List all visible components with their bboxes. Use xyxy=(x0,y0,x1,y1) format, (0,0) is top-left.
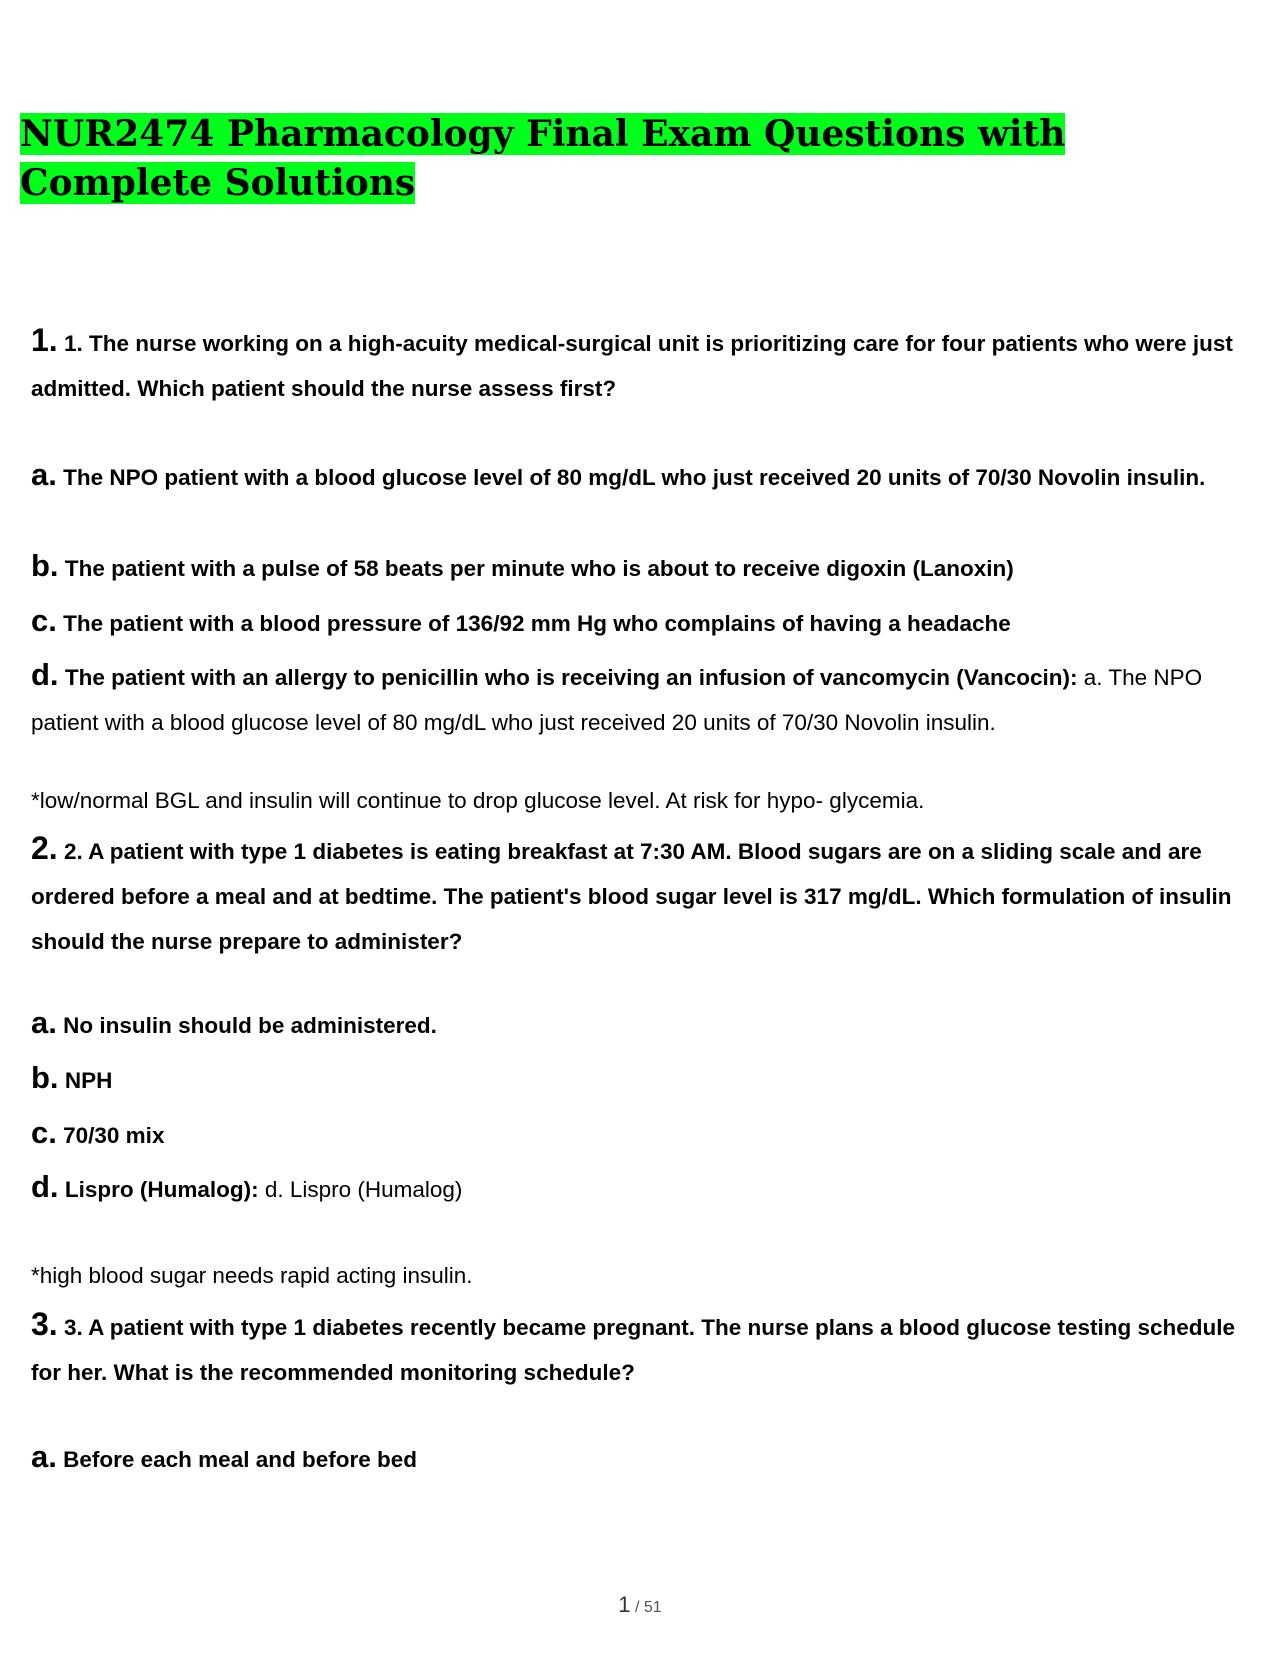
option-text: 70/30 mix xyxy=(63,1123,165,1148)
answer-text: d. Lispro (Humalog) xyxy=(264,1177,463,1202)
question-number: 2. xyxy=(31,830,58,866)
document-title: NUR2474 Pharmacology Final Exam Questions with Complete Solutions xyxy=(20,113,1066,204)
current-page: 1 xyxy=(618,1592,631,1617)
option-1b xyxy=(31,543,1246,591)
option-1d xyxy=(31,652,1246,745)
option-text: No insulin should be administered. xyxy=(63,1013,437,1038)
option-letter: d. xyxy=(31,657,59,692)
question-text: 1. The nurse working on a high-acuity medical-surgical unit is prioritizing care for four patients who were just admitted. Which patient should the nurse assess first? xyxy=(31,331,1233,401)
question-2 xyxy=(31,826,1246,964)
answer-text: a. The NPO patient with a blood glucose level of 80 mg/dL who just received 20 units of 70/30 Novolin insulin. xyxy=(31,665,1203,735)
option-letter: d. xyxy=(31,1169,59,1204)
option-text: NPH xyxy=(64,1068,113,1093)
question-3 xyxy=(31,1302,1246,1395)
option-2b xyxy=(31,1055,1246,1103)
option-2a xyxy=(31,1000,1246,1048)
option-3a xyxy=(31,1434,1246,1482)
option-text: The patient with a blood pressure of 136/92 mm Hg who complains of having a headache xyxy=(63,611,1011,636)
option-2c xyxy=(31,1110,1246,1158)
option-1c xyxy=(31,598,1246,646)
question-text: 3. A patient with type 1 diabetes recently became pregnant. The nurse plans a blood glucose testing schedule for her. What is the recommended monitoring schedule? xyxy=(31,1315,1236,1385)
total-pages: / 51 xyxy=(635,1599,662,1616)
question-1 xyxy=(31,318,1246,411)
option-letter: a. xyxy=(31,457,57,492)
option-letter: a. xyxy=(31,1439,57,1474)
option-text: The patient with a pulse of 58 beats per minute who is about to receive digoxin (Lanoxin) xyxy=(64,556,1014,581)
option-letter: a. xyxy=(31,1005,57,1040)
option-text: Lispro (Humalog): xyxy=(64,1177,259,1202)
option-letter: c. xyxy=(31,603,57,638)
rationale-2: *high blood sugar needs rapid acting insulin. xyxy=(31,1263,473,1288)
option-letter: b. xyxy=(31,1060,59,1095)
question-number: 1. xyxy=(31,322,58,358)
page-indicator xyxy=(0,1592,1280,1618)
question-number: 3. xyxy=(31,1306,58,1342)
option-2d xyxy=(31,1164,1246,1212)
option-text: Before each meal and before bed xyxy=(63,1447,417,1472)
option-text: The NPO patient with a blood glucose level of 80 mg/dL who just received 20 units of 70/30 Novolin insulin. xyxy=(63,465,1206,490)
rationale-1: *low/normal BGL and insulin will continue to drop glucose level. At risk for hypo- glycemia. xyxy=(31,788,925,813)
option-1a xyxy=(31,452,1246,500)
question-text: 2. A patient with type 1 diabetes is eating breakfast at 7:30 AM. Blood sugars are on a sliding scale and are ordered before a meal and at bedtime. The patient's blood sugar level is 317 mg/dL. Which formulation of insulin should the nurse prepare to administer? xyxy=(31,839,1232,954)
option-letter: c. xyxy=(31,1115,57,1150)
option-text: The patient with an allergy to penicillin who is receiving an infusion of vancomycin (Vancocin): xyxy=(64,665,1078,690)
option-letter: b. xyxy=(31,548,59,583)
